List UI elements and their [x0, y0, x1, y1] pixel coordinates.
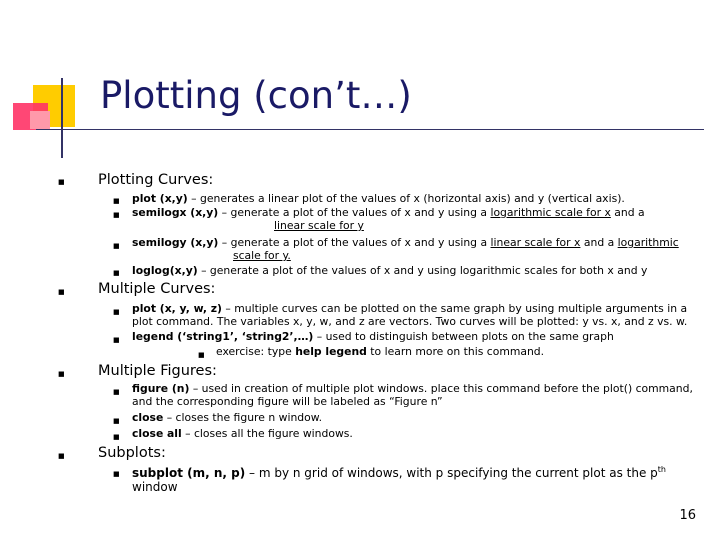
bullet-icon: ■ — [113, 417, 120, 425]
underlined-term: scale for y. — [233, 249, 291, 262]
bullet-icon: ■ — [58, 178, 65, 186]
list-item — [132, 303, 687, 315]
command-code: figure (n) — [132, 382, 190, 395]
list-item — [132, 237, 679, 249]
exercise-prefix: exercise: type — [216, 345, 296, 358]
command-code: loglog(x,y) — [132, 264, 198, 277]
list-item — [132, 331, 614, 343]
section-heading: Multiple Figures: — [98, 363, 217, 379]
command-description: – generate a plot of the values of x and y using logarithmic scales for both x and y — [197, 264, 648, 277]
command-description: – used to distinguish between plots on the same graph — [313, 330, 614, 343]
command-code: semilogy (x,y) — [132, 236, 219, 249]
underlined-term: logarithmic — [617, 236, 679, 249]
underlined-term: linear scale for y — [274, 219, 364, 232]
command-description: – m by n grid of windows, with p specifying the current plot as the p — [245, 466, 658, 480]
command-code: plot (x,y) — [132, 192, 188, 205]
list-item — [132, 412, 322, 424]
command-description: – generates a linear plot of the values of x (horizontal axis) and y (vertical axis). — [187, 192, 625, 205]
command-description: – multiple curves can be plotted on the same graph by using multiple arguments in a — [221, 302, 688, 315]
list-item — [132, 428, 353, 440]
list-item-continuation — [233, 250, 291, 262]
command-code: semilogx (x,y) — [132, 206, 219, 219]
list-item — [132, 193, 625, 205]
command-code: plot (x, y, w, z) — [132, 302, 222, 315]
command-code: help legend — [295, 345, 367, 358]
command-code: subplot (m, n, p) — [132, 466, 246, 480]
bullet-icon: ■ — [198, 351, 205, 359]
page-number: 16 — [679, 508, 696, 523]
bullet-icon: ■ — [113, 336, 120, 344]
command-description: – used in creation of multiple plot windows. place this command before the plot() command, — [189, 382, 693, 395]
command-code: close — [132, 411, 164, 424]
bullet-icon: ■ — [113, 242, 120, 250]
sub-list-item — [216, 346, 544, 358]
bullet-icon: ■ — [113, 308, 120, 316]
command-description: – closes the figure n window. — [163, 411, 323, 424]
command-code: legend (‘string1’, ‘string2’,…) — [132, 330, 314, 343]
command-description: – closes all the figure windows. — [181, 427, 353, 440]
bullet-icon: ■ — [113, 470, 120, 478]
list-item — [132, 465, 666, 481]
underlined-term: logarithmic scale for x — [490, 206, 611, 219]
command-code: close all — [132, 427, 182, 440]
bullet-icon: ■ — [113, 388, 120, 396]
list-item — [132, 207, 645, 219]
list-item-continuation — [274, 220, 364, 232]
list-item-continuation: window — [132, 480, 178, 494]
command-description: – generate a plot of the values of x and y using a — [218, 236, 491, 249]
command-description: – generate a plot of the values of x and y using a — [218, 206, 491, 219]
command-description-tail: and a — [610, 206, 645, 219]
bullet-icon: ■ — [58, 452, 65, 460]
section-heading: Subplots: — [98, 445, 166, 461]
bullet-icon: ■ — [113, 211, 120, 219]
list-item-continuation: and the corresponding figure will be labeled as “Figure n” — [132, 395, 443, 408]
underlined-term: linear scale for x — [490, 236, 581, 249]
list-item — [132, 265, 647, 277]
section-heading: Multiple Curves: — [98, 281, 216, 297]
bullet-icon: ■ — [58, 288, 65, 296]
list-item — [132, 383, 693, 395]
slide-title: Plotting (con’t…) — [100, 74, 412, 117]
bullet-icon: ■ — [113, 269, 120, 277]
superscript: th — [657, 465, 666, 474]
exercise-suffix: to learn more on this command. — [366, 345, 545, 358]
command-description-tail: and a — [580, 236, 618, 249]
bullet-icon: ■ — [113, 433, 120, 441]
section-heading: Plotting Curves: — [98, 172, 214, 188]
list-item-continuation: plot command. The variables x, y, w, and z are vectors. Two curves will be plotted: y vs. x, and z vs. w. — [132, 315, 688, 328]
bullet-icon: ■ — [58, 370, 65, 378]
bullet-icon: ■ — [113, 197, 120, 205]
